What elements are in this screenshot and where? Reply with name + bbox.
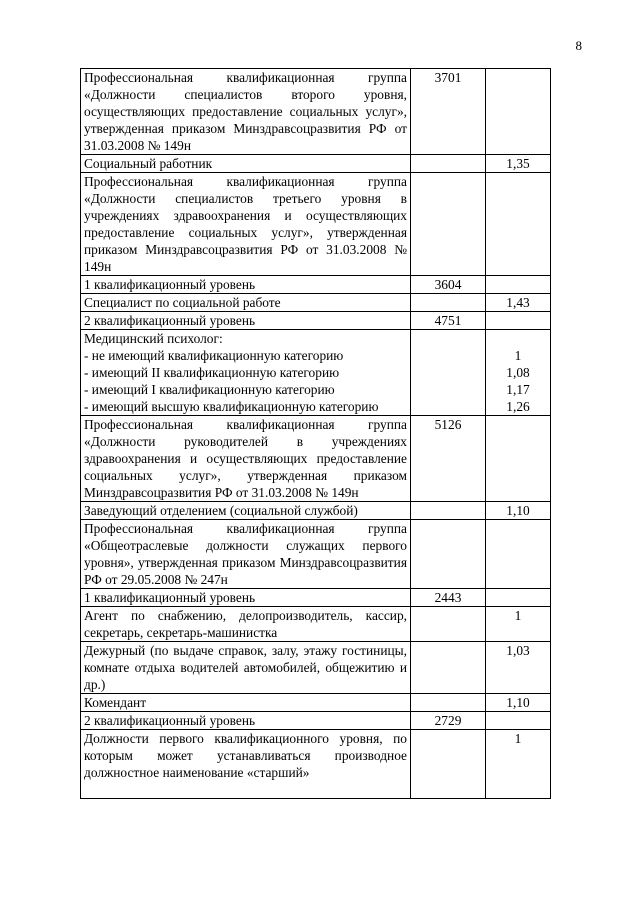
salary-cell xyxy=(411,502,486,520)
coefficient-line: 1,17 xyxy=(506,382,530,397)
page-number: 8 xyxy=(575,38,582,53)
coefficient-cell xyxy=(486,520,551,589)
table-row xyxy=(81,276,551,294)
coefficient-cell xyxy=(486,276,551,294)
table-row xyxy=(81,520,551,589)
position-line: - не имеющий квалификационную категорию xyxy=(84,348,344,363)
table-row xyxy=(81,607,551,642)
table-row xyxy=(81,502,551,520)
salary-cell xyxy=(411,294,486,312)
table-row xyxy=(81,694,551,712)
table-row xyxy=(81,642,551,694)
table-row xyxy=(81,712,551,730)
position-cell xyxy=(81,330,411,416)
salary-cell xyxy=(411,642,486,694)
coefficient-cell: 1,43 xyxy=(486,294,551,312)
salary-cell: 4751 xyxy=(411,312,486,330)
salary-cell: 2729 xyxy=(411,712,486,730)
position-cell: Специалист по социальной работе xyxy=(81,294,411,312)
coefficient-cell xyxy=(486,712,551,730)
position-cell: 2 квалификационный уровень xyxy=(81,312,411,330)
position-cell: Профессиональная квалификационная группа «Должности руководителей в учреждениях здравоохранения и осуществляющих предоставление социальных услуг», утвержденная приказом Минздравсоцразвития РФ от 31.03.2008 № 149н xyxy=(81,416,411,502)
salary-cell xyxy=(411,173,486,276)
coefficient-cell: 1,35 xyxy=(486,155,551,173)
table-row xyxy=(81,173,551,276)
position-cell: 2 квалификационный уровень xyxy=(81,712,411,730)
position-line: - имеющий II квалификационную категорию xyxy=(84,365,340,380)
position-line: - имеющий I квалификационную категорию xyxy=(84,382,335,397)
coefficient-cell xyxy=(486,589,551,607)
salary-cell xyxy=(411,607,486,642)
coefficient-cell: 1,03 xyxy=(486,642,551,694)
table-row xyxy=(81,730,551,799)
position-cell: 1 квалификационный уровень xyxy=(81,276,411,294)
coefficient-line xyxy=(489,330,547,347)
salary-cell xyxy=(411,730,486,799)
coefficient-line: 1,26 xyxy=(506,399,530,414)
position-cell: 1 квалификационный уровень xyxy=(81,589,411,607)
coefficient-cell: 1,10 xyxy=(486,694,551,712)
position-cell: Должности первого квалификационного уровня, по которым может устанавливаться производное должностное наименование «старший» xyxy=(81,730,411,799)
coefficient-cell: 1 xyxy=(486,607,551,642)
table-row xyxy=(81,416,551,502)
coefficient-line: 1 xyxy=(514,348,522,363)
salary-table xyxy=(80,68,551,799)
salary-cell xyxy=(411,694,486,712)
coefficient-cell xyxy=(486,312,551,330)
position-line: Медицинский психолог: xyxy=(84,331,223,346)
salary-cell xyxy=(411,520,486,589)
position-line: - имеющий высшую квалификационную категорию xyxy=(84,399,379,414)
table-row xyxy=(81,155,551,173)
coefficient-cell xyxy=(486,69,551,155)
salary-cell: 3604 xyxy=(411,276,486,294)
coefficient-cell xyxy=(486,416,551,502)
table-row xyxy=(81,330,551,416)
position-cell: Заведующий отделением (социальной службой) xyxy=(81,502,411,520)
coefficient-cell: 1 xyxy=(486,730,551,799)
salary-cell: 3701 xyxy=(411,69,486,155)
position-cell: Агент по снабжению, делопроизводитель, кассир, секретарь, секретарь-машинистка xyxy=(81,607,411,642)
position-cell: Профессиональная квалификационная группа «Должности специалистов второго уровня, осуществляющих предоставление социальных услуг», утвержденная приказом Минздравсоцразвития РФ от 31.03.2008 № 149н xyxy=(81,69,411,155)
position-cell: Профессиональная квалификационная группа «Должности специалистов третьего уровня в учреждениях здравоохранения и осуществляющих предоставление социальных услуг», утвержденная приказом Минздравсоцразвития РФ от 31.03.2008 № 149н xyxy=(81,173,411,276)
salary-cell: 5126 xyxy=(411,416,486,502)
coefficient-cell xyxy=(486,173,551,276)
salary-cell xyxy=(411,330,486,416)
coefficient-cell xyxy=(486,330,551,416)
position-cell: Дежурный (по выдаче справок, залу, этажу гостиницы, комнате отдыха водителей автомобилей, общежитию и др.) xyxy=(81,642,411,694)
table-row xyxy=(81,312,551,330)
table-row xyxy=(81,294,551,312)
table-row xyxy=(81,69,551,155)
position-cell: Профессиональная квалификационная группа «Общеотраслевые должности служащих первого уровня», утвержденная приказом Минздравсоцразвития РФ от 29.05.2008 № 247н xyxy=(81,520,411,589)
position-cell: Социальный работник xyxy=(81,155,411,173)
coefficient-cell: 1,10 xyxy=(486,502,551,520)
salary-cell xyxy=(411,155,486,173)
coefficient-line: 1,08 xyxy=(506,365,530,380)
salary-cell: 2443 xyxy=(411,589,486,607)
position-cell: Комендант xyxy=(81,694,411,712)
table-row xyxy=(81,589,551,607)
